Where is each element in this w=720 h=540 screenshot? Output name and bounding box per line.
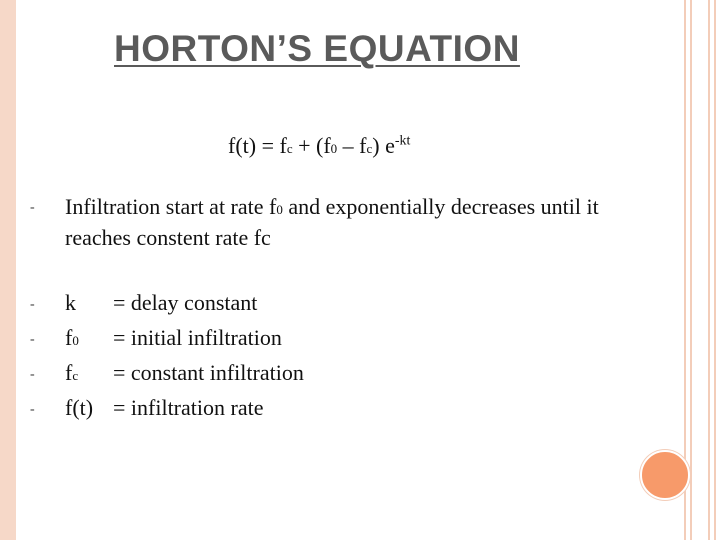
slide-title: HORTON’S EQUATION [114, 28, 520, 69]
description-paragraph [65, 193, 625, 252]
equation-lhs: f(t) = f [228, 133, 287, 158]
description-sub: 0 [276, 202, 283, 217]
equation-exp-base: ) e [372, 133, 395, 158]
decorative-circle [640, 450, 690, 500]
symbol-base: k [65, 290, 76, 315]
bullet-dash: - [30, 332, 35, 347]
right-decorative-line [714, 0, 716, 540]
definition-symbol [65, 289, 76, 320]
definition-text: = delay constant [113, 290, 258, 315]
equation-sub-c2: c [366, 141, 373, 156]
equation-sub-c: c [286, 141, 293, 156]
equation-plus: + (f [292, 133, 331, 158]
bullet-dash: - [30, 200, 35, 215]
description-part1: Infiltration start at rate f [65, 194, 277, 219]
right-decorative-line [690, 0, 692, 540]
symbol-base: f(t) [65, 395, 94, 420]
symbol-sub: c [72, 368, 79, 383]
symbol-sub: 0 [72, 333, 79, 348]
bullet-dash: - [30, 367, 35, 382]
definition-text: = initial infiltration [113, 325, 282, 350]
equation-minus: – f [337, 133, 367, 158]
equation-exponent: -kt [394, 133, 411, 149]
definition-symbol [65, 359, 78, 390]
definition-text: = constant infiltration [113, 360, 304, 385]
horton-equation [228, 133, 410, 159]
definition-symbol [65, 324, 79, 355]
description-part2: and exponentially decreases until it reaches constent rate fc [65, 194, 599, 250]
symbol-base: f [65, 325, 73, 350]
bullet-dash: - [30, 402, 35, 417]
left-decorative-bar [0, 0, 16, 540]
equation-sub-0: 0 [330, 141, 338, 156]
right-decorative-line [708, 0, 710, 540]
symbol-base: f [65, 360, 73, 385]
bullet-dash: - [30, 297, 35, 312]
definition-symbol [65, 394, 93, 425]
definition-text: = infiltration rate [113, 395, 264, 420]
